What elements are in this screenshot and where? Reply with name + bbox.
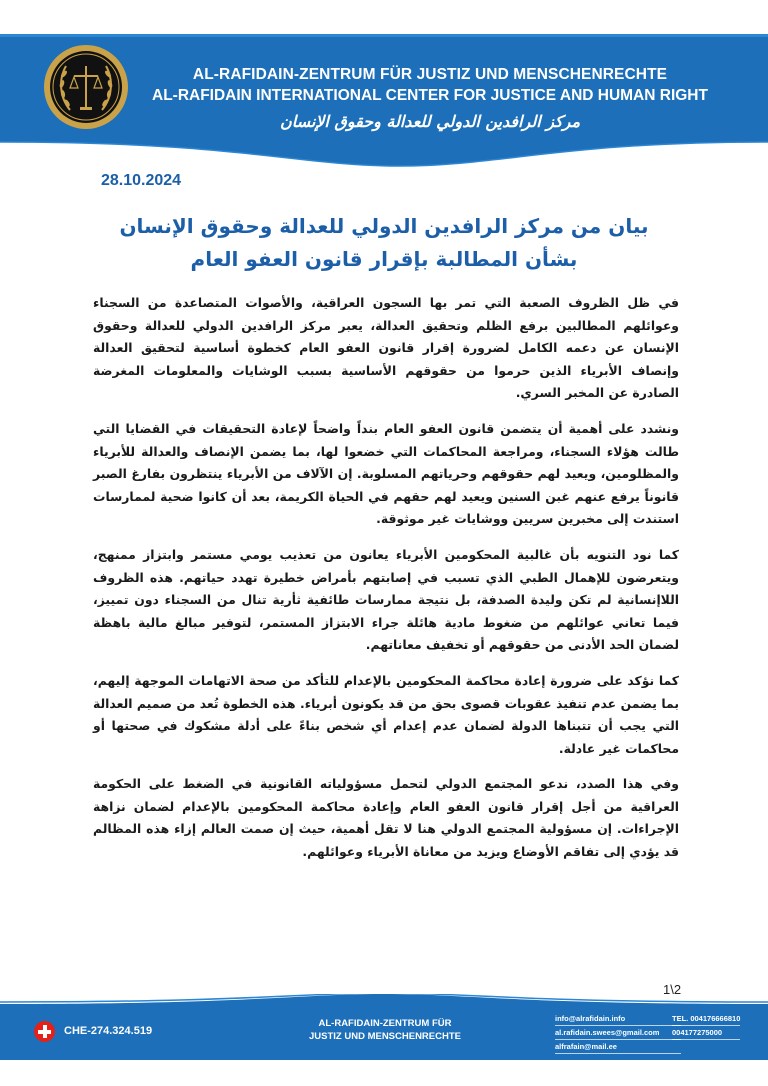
footer-center-line-2: JUSTIZ UND MENSCHENRECHTE bbox=[308, 1031, 461, 1042]
body-paragraph: كما نود التنويه بأن غالبية المحكومين الأبرياء يعانون من تعذيب يومي مستمر وابتزاز ممنهج، ويتعرضون للإهمال الطبي الذي تسبب في إصابتهم بأمراض خطيرة تهدد حياتهم. هذه الظروف اللاإنسانية لم تكن وليدة الصدفة، بل نتيجة ممارسات طائفية ثأرية تنال من السجناء دون تمييز، فيما تعاني عوائلهم من ضغوط مادية هائلة جراء الابتزاز المستمر، لتوفير مبالغ مالية باهظة لضمان الحد الأدنى من حقوقهم أو تخفيف معاناتهم. bbox=[93, 546, 679, 653]
body-paragraph: ونشدد على أهمية أن يتضمن قانون العفو العام بنداً واضحاً لإعادة التحقيقات في القضايا التي طالت هؤلاء السجناء، ومراجعة المحاكمات التي خضعوا لها، بما يضمن الإنصاف والعدالة للأبرياء والمظلومين، ويعيد لهم حقوقهم وحرياتهم المسلوبة. إن الآلاف من الأبرياء ينتظرون بفارغ الصبر قانوناً يرفع عنهم غبن السنين ويعيد لهم حقهم في الحياة الكريمة، بعد أن كانوا ضحية لممارسات استندت إلى مخبرين سريين ووشايات غير موثوقة. bbox=[93, 420, 679, 527]
swiss-flag-icon bbox=[34, 1021, 55, 1042]
body-paragraph: كما نؤكد على ضرورة إعادة محاكمة المحكومين بالإعدام للتأكد من صحة الاتهامات الموجهة إليهم، بما يضمن عدم تنفيذ عقوبات قصوى بحق من قد يكونون أبرياء. هذه الخطوة تُعد من صميم العدالة التي يجب أن تتبناها الدولة لضمان عدم إعدام أي شخص بناءً على أدلة مشكوك في صحتها أو محاكمات غير عادلة. bbox=[93, 672, 679, 756]
body-paragraph: في ظل الظروف الصعبة التي تمر بها السجون العراقية، والأصوات المتصاعدة من السجناء وعوائلهم المطالبين برفع الظلم وتحقيق العدالة، يعبر مركز الرافدين الدولي للعدالة وحقوق الإنسان عن دعمه الكامل لضرورة إقرار قانون العفو العام كخطوة أساسية لتحقيق العدالة وإنصاف الأبرياء الذين حرموا من حقوقهم الأساسية بسبب الوشايات والمعلومات المغرضة الصادرة عن المخبر السري. bbox=[93, 295, 679, 401]
statement-title-line-2: بشأن المطالبة بإقرار قانون العفو العام bbox=[190, 247, 578, 271]
footer-emails bbox=[555, 1012, 681, 1054]
footer-phones bbox=[672, 1012, 740, 1040]
footer-email-1[interactable]: info@alrafidain.info bbox=[555, 1012, 681, 1026]
footer-registration-number: CHE-274.324.519 bbox=[64, 1025, 153, 1037]
statement-body bbox=[93, 292, 679, 877]
footer-center-name bbox=[290, 1017, 480, 1043]
statement-title bbox=[100, 210, 668, 276]
header-title-arabic: مركز الرافدين الدولي للعدالة وحقوق الإنسان bbox=[279, 112, 581, 131]
header-title-german: AL-RAFIDAIN-ZENTRUM FÜR JUSTIZ UND MENSCHENRECHTE bbox=[192, 66, 668, 83]
footer-phone-2: 004177275000 bbox=[672, 1026, 740, 1040]
center-logo-icon bbox=[42, 40, 130, 134]
footer-email-2[interactable]: al.rafidain.swees@gmail.com bbox=[555, 1026, 681, 1040]
document-date: 28.10.2024 bbox=[101, 172, 182, 189]
footer-email-3[interactable]: alfrafain@mail.ee bbox=[555, 1040, 681, 1054]
footer-phone-1: TEL. 004176666810 bbox=[672, 1012, 740, 1026]
footer-center-line-1: AL-RAFIDAIN-ZENTRUM FÜR bbox=[318, 1018, 452, 1029]
page-number: 1\2 bbox=[663, 982, 682, 997]
header-title-english: AL-RAFIDAIN INTERNATIONAL CENTER FOR JUSTICE AND HUMAN RIGHT bbox=[152, 87, 708, 104]
body-paragraph: وفي هذا الصدد، ندعو المجتمع الدولي لتحمل مسؤولياته القانونية في الضغط على الحكومة العراقية من أجل إقرار قانون العفو العام وإعادة محاكمة المحكومين بالإعدام لضمان نزاهة الإجراءات. إن مسؤولية المجتمع الدولي هنا لا تقل أهمية، حيث إن صمت العالم إزاء هذه المظالم قد يؤدي إلى تفاقم الأوضاع ويزيد من معاناة الأبرياء وعوائلهم. bbox=[93, 776, 679, 860]
statement-title-line-1: بيان من مركز الرافدين الدولي للعدالة وحقوق الإنسان bbox=[119, 214, 649, 238]
